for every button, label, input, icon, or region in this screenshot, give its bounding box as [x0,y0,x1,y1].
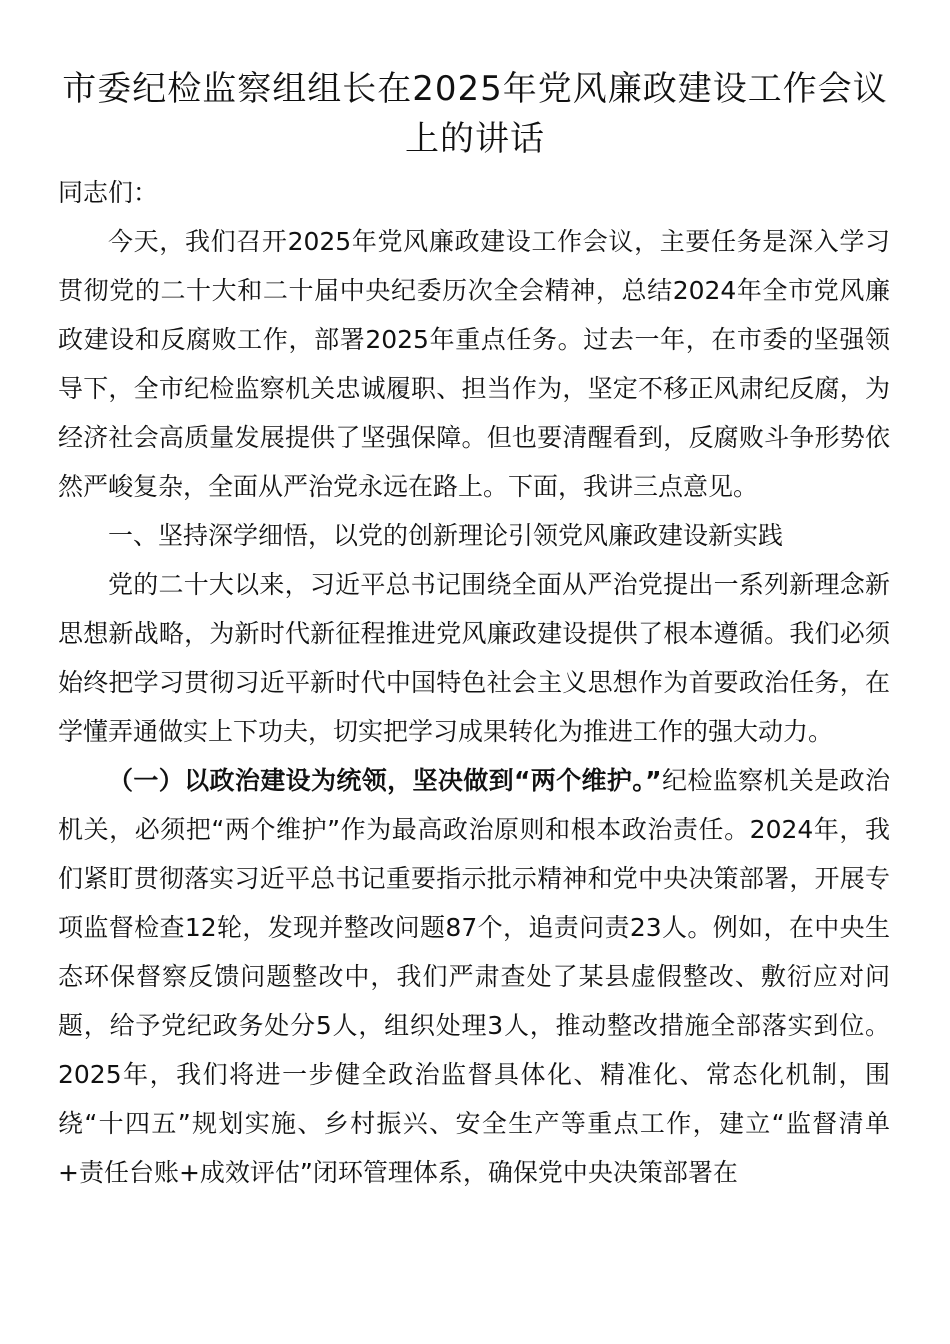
paragraph-intro: 今天，我们召开2025年党风廉政建设工作会议，主要任务是深入学习贯彻党的二十大和二十届中央纪委历次全会精神，总结2024年全市党风廉政建设和反腐败工作，部署2025年重点任务。过去一年，在市委的坚强领导下，全市纪检监察机关忠诚履职、担当作为，坚定不移正风肃纪反腐，为经济社会高质量发展提供了坚强保障。但也要清醒看到，反腐败斗争形势依然严峻复杂，全面从严治党永远在路上。下面，我讲三点意见。 [58,227,890,501]
section-heading-1: 一、坚持深学细悟，以党的创新理论引领党风廉政建设新实践 [108,521,784,550]
subsection-heading-1: （一）以政治建设为统领，坚决做到“两个维护。” [108,766,662,795]
subsection-body-1: 纪检监察机关是政治机关，必须把“两个维护”作为最高政治原则和根本政治责任。2024年，我们紧盯贯彻落实习近平总书记重要指示批示精神和党中央决策部署，开展专项监督检查12轮，发现并整改问题87个，追责问责23人。例如，在中央生态环保督察反馈问题整改中，我们严肃查处了某县虚假整改、敷衍应对问题，给予党纪政务处分5人，组织处理3人，推动整改措施全部落实到位。2025年，我们将进一步健全政治监督具体化、精准化、常态化机制，围绕“十四五”规划实施、乡村振兴、安全生产等重点工作，建立“监督清单+责任台账+成效评估”闭环管理体系，确保党中央决策部署在 [58,766,890,1187]
paragraph-section-1: 党的二十大以来，习近平总书记围绕全面从严治党提出一系列新理念新思想新战略，为新时代新征程推进党风廉政建设提供了根本遵循。我们必须始终把学习贯彻习近平新时代中国特色社会主义思想作为首要政治任务，在学懂弄通做实上下功夫，切实把学习成果转化为推进工作的强大动力。 [58,570,890,746]
document-body [58,168,890,1197]
document-title: 市委纪检监察组组长在2025年党风廉政建设工作会议上的讲话 [62,69,888,159]
paragraph-subsection-1 [58,756,890,1197]
salutation: 同志们： [58,178,159,207]
